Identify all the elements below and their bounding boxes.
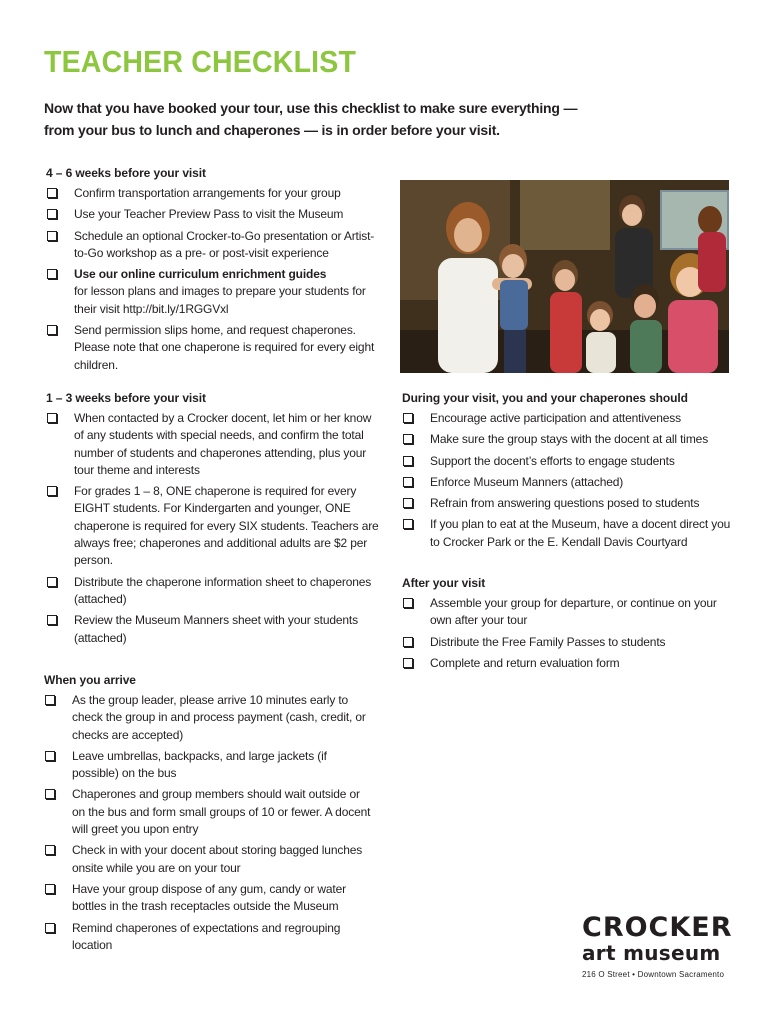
item-text: for lesson plans and images to prepare your students for their visit http://bit.ly/1RGGVxl (74, 284, 366, 316)
item-text: Enforce Museum Manners (attached) (430, 474, 624, 489)
checklist-item (46, 612, 381, 647)
checkbox-icon[interactable] (47, 188, 57, 198)
section-heading: After your visit (402, 576, 486, 590)
checkbox-icon[interactable] (45, 845, 55, 855)
museum-address: 216 O Street • Downtown Sacramento (582, 970, 725, 979)
item-bold-text: Use our online curriculum enrichment guides (74, 267, 327, 282)
section-when-you-arrive (44, 672, 374, 958)
checklist-item (44, 881, 374, 916)
logo-line-2: art museum (582, 941, 721, 965)
section-after-visit (402, 575, 732, 676)
checklist (402, 410, 732, 551)
item-text: For grades 1 – 8, ONE chaperone is required for every EIGHT students. For Kindergarten and younger, ONE chaperone is required for every SIX students. Teachers are always free; chaperones and additional adults are $2 per person. (74, 484, 379, 568)
checklist-item (402, 595, 732, 630)
item-text: As the group leader, please arrive 10 minutes early to check the group in and process payment (cash, credit, or checks are accepted) (72, 693, 366, 742)
checklist-item (402, 495, 732, 512)
checkbox-icon[interactable] (47, 325, 57, 335)
checkbox-icon[interactable] (47, 209, 57, 219)
checkbox-icon[interactable] (403, 598, 413, 608)
item-text: Use your Teacher Preview Pass to visit the Museum (74, 207, 344, 222)
checklist-item (44, 692, 374, 744)
item-text: Support the docent’s efforts to engage students (430, 453, 675, 468)
checklist-item (46, 185, 381, 202)
tour-photo (400, 180, 729, 373)
item-text: Encourage active participation and attentiveness (430, 411, 681, 425)
checklist-item (44, 786, 374, 838)
checkbox-icon[interactable] (403, 519, 413, 529)
item-text: Refrain from answering questions posed to students (430, 496, 700, 511)
checkbox-icon[interactable] (45, 789, 55, 799)
checklist-item (402, 634, 732, 651)
intro-text: Now that you have booked your tour, use this checklist to make sure everything — from your bus to lunch and chaperones — is in order before your visit. (44, 100, 578, 138)
section-4-6-weeks (46, 165, 381, 378)
checkbox-icon[interactable] (47, 413, 57, 423)
checkbox-icon[interactable] (47, 486, 57, 496)
checklist-item (402, 655, 732, 672)
item-text: Check in with your docent about storing bagged lunches onsite while you are on your tour (72, 843, 363, 875)
checkbox-icon[interactable] (403, 434, 413, 444)
section-1-3-weeks (46, 390, 381, 651)
item-text: Have your group dispose of any gum, candy or water bottles in the trash receptacles outside the Museum (72, 881, 346, 914)
item-text: Confirm transportation arrangements for your group (74, 186, 341, 200)
checkbox-icon[interactable] (45, 923, 55, 933)
tour-photo-illustration (400, 180, 729, 373)
section-during-visit (402, 390, 732, 555)
item-text: Distribute the chaperone information sheet to chaperones (attached) (74, 574, 372, 606)
checklist-item (44, 748, 374, 783)
checkbox-icon[interactable] (45, 884, 55, 894)
item-text: Review the Museum Manners sheet with your students (attached) (74, 613, 358, 645)
checklist-item (44, 920, 374, 955)
checkbox-icon[interactable] (47, 577, 57, 587)
checkbox-icon[interactable] (403, 413, 413, 423)
checklist-item (46, 206, 381, 223)
checkbox-icon[interactable] (403, 658, 413, 668)
crocker-logo (582, 914, 732, 979)
item-text: When contacted by a Crocker docent, let him or her know of any students with special needs, and confirm the total number of students and chaperones attending, plus your tour theme and interests (74, 411, 372, 477)
checklist-item (46, 266, 381, 318)
checklist-item (46, 322, 381, 374)
checklist-item (402, 516, 732, 551)
item-text: Schedule an optional Crocker-to-Go presentation or Artist-to-Go workshop as a pre- or post-visit experience (74, 228, 375, 260)
checkbox-icon[interactable] (45, 695, 55, 705)
item-text: Assemble your group for departure, or continue on your own after your tour (430, 596, 717, 628)
checklist-item (46, 410, 381, 479)
checkbox-icon[interactable] (45, 751, 55, 761)
checkbox-icon[interactable] (403, 456, 413, 466)
checklist-item (46, 574, 381, 609)
checkbox-icon[interactable] (47, 269, 57, 279)
checkbox-icon[interactable] (403, 637, 413, 647)
checklist-item (402, 474, 732, 491)
section-heading: 4 – 6 weeks before your visit (46, 166, 206, 180)
section-heading: During your visit, you and your chaperones should (402, 391, 688, 405)
checkbox-icon[interactable] (47, 615, 57, 625)
item-text: Make sure the group stays with the docent at all times (430, 432, 709, 447)
item-text: Leave umbrellas, backpacks, and large jackets (if possible) on the bus (72, 748, 327, 781)
item-text: Send permission slips home, and request chaperones. Please note that one chaperone is required for every eight children. (74, 323, 375, 372)
checklist (402, 595, 732, 672)
checkbox-icon[interactable] (403, 498, 413, 508)
checklist-item (402, 431, 732, 448)
checklist-item (402, 453, 732, 470)
item-text: Chaperones and group members should wait outside or on the bus and form small groups of 10 or fewer. A docent will greet you upon entry (72, 787, 371, 837)
item-text: Remind chaperones of expectations and regrouping location (72, 920, 341, 952)
checklist-item (46, 228, 381, 263)
checklist-item (44, 842, 374, 877)
item-text: Distribute the Free Family Passes to students (430, 634, 666, 649)
checkbox-icon[interactable] (47, 231, 57, 241)
checkbox-icon[interactable] (403, 477, 413, 487)
logo-line-1: CROCKER (582, 912, 733, 943)
page-title: TEACHER CHECKLIST (44, 44, 357, 79)
section-heading: When you arrive (44, 673, 136, 687)
checklist-item (402, 410, 732, 427)
section-heading: 1 – 3 weeks before your visit (46, 391, 206, 405)
checklist (44, 692, 374, 954)
checklist (46, 410, 381, 647)
checklist-item (46, 483, 381, 569)
item-text: If you plan to eat at the Museum, have a docent direct you to Crocker Park or the E. Kendall Davis Courtyard (430, 517, 731, 549)
item-text: Complete and return evaluation form (430, 655, 620, 670)
checklist (46, 185, 381, 374)
